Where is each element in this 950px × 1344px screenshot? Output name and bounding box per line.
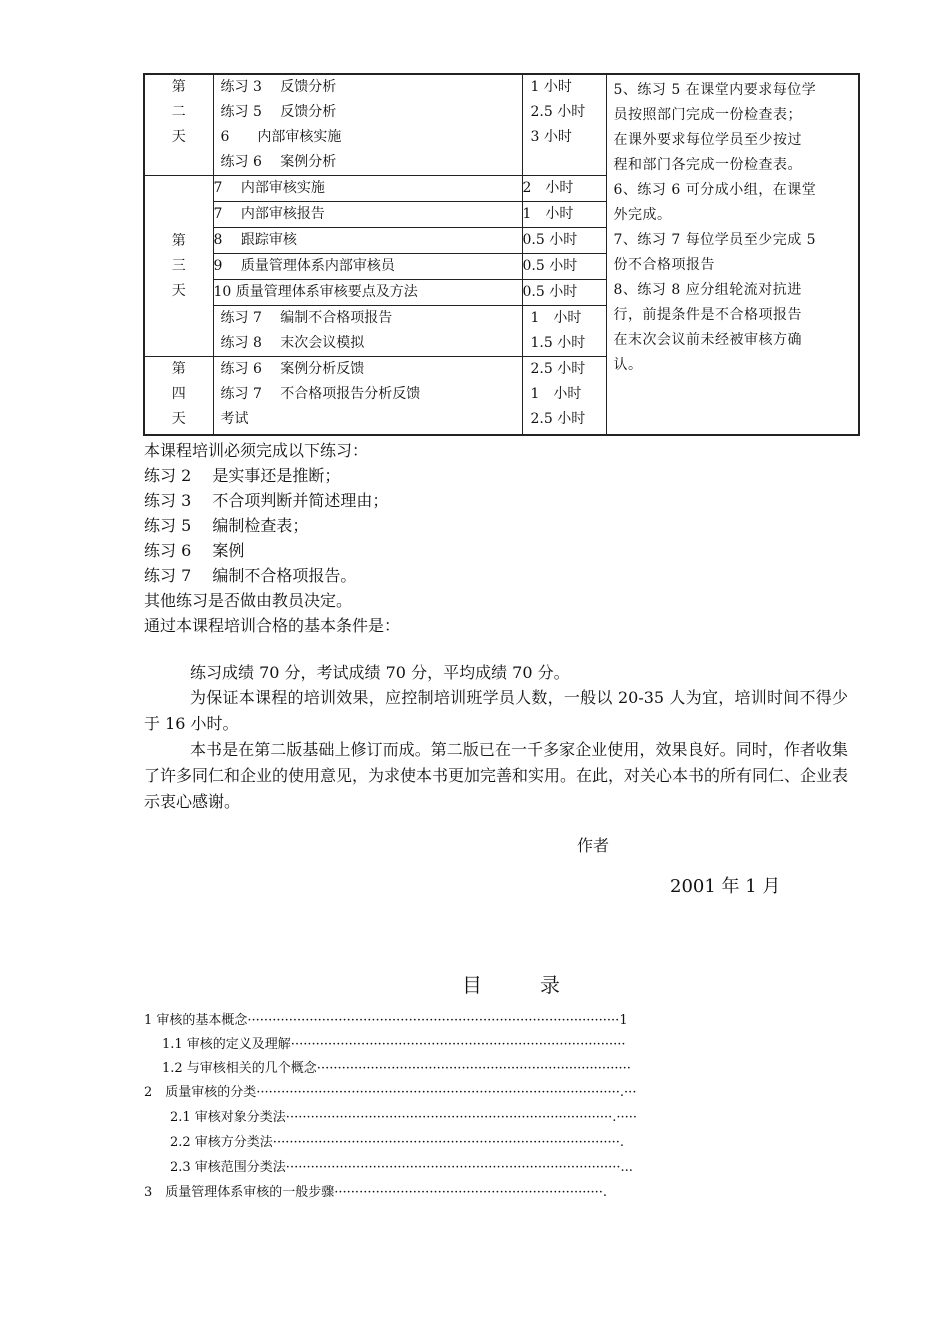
day-2-hours: 1 小时 2.5 小时 3 小时 bbox=[522, 74, 606, 176]
day-4-label: 第 四 天 bbox=[144, 357, 213, 435]
day-4-hours: 2.5 小时 1 小时 2.5 小时 bbox=[522, 357, 606, 435]
day-3-hours: 2 小时 bbox=[522, 176, 606, 202]
toc-entry[interactable]: 2.3 审核范围分类法·················································································... bbox=[170, 1160, 633, 1175]
day-3-hours: 1 小时 bbox=[522, 202, 606, 228]
toc-entry[interactable]: 1.2 与审核相关的几个概念············································································ bbox=[162, 1061, 631, 1076]
day-3-item: 10 质量管理体系审核要点及方法 bbox=[213, 280, 522, 306]
toc-entry[interactable]: 2.1 审核对象分类法···············································································.····· bbox=[170, 1110, 638, 1125]
class-size-paragraph: 为保证本课程的培训效果，应控制培训班学员人数，一般以 20-35 人为宜，培训时间不得少于 16 小时。 bbox=[144, 688, 848, 733]
day-3-hours: 0.5 小时 bbox=[522, 228, 606, 254]
schedule-notes: 5、练习 5 在课堂内要求每位学 员按照部门完成一份检查表； 在课外要求每位学员至少按过 程和部门各完成一份检查表。 6、练习 6 可分成小组，在课堂 外完成。 7、练习 7 每位学员至少完成 5 份不合格项报告 8、练习 8 应分组轮流对抗进 行，前提条件是不合格项报告 在末次会议前未经被审核方确 认。 bbox=[606, 74, 859, 435]
other-exercises-note: 其他练习是否做由教员决定。 bbox=[144, 591, 353, 610]
day-3-label: 第 三 天 bbox=[144, 176, 213, 357]
book-revision-paragraph: 本书是在第二版基础上修订而成。第二版已在一千多家企业使用，效果良好。同时，作者收集了许多同仁和企业的使用意见，为求使本书更加完善和实用。在此，对关心本书的所有同仁、企业表示衷心感谢。 bbox=[144, 740, 849, 811]
exercise-line: 练习 5 编制检查表； bbox=[144, 516, 309, 535]
toc-entry[interactable]: 2.2 审核方分类法····················································································. bbox=[170, 1135, 625, 1150]
exercise-line: 练习 7 编制不合格项报告。 bbox=[144, 566, 357, 585]
day-3-exercises: 练习 7 编制不合格项报告 练习 8 末次会议模拟 bbox=[213, 306, 522, 357]
exercise-line: 练习 2 是实事还是推断； bbox=[144, 466, 341, 485]
pass-scores: 练习成绩 70 分，考试成绩 70 分，平均成绩 70 分。 bbox=[190, 663, 570, 682]
exercise-line: 练习 6 案例 bbox=[144, 541, 245, 560]
day-3-item: 9 质量管理体系内部审核员 bbox=[213, 254, 522, 280]
toc-entry[interactable]: 3 质量管理体系审核的一般步骤·································································. bbox=[144, 1185, 608, 1200]
pass-conditions-intro: 通过本课程培训合格的基本条件是： bbox=[144, 616, 401, 635]
toc-entry[interactable]: 1.1 审核的定义及理解················································································· bbox=[162, 1037, 626, 1052]
day-3-item: 8 跟踪审核 bbox=[213, 228, 522, 254]
toc-entry[interactable]: 1 审核的基本概念··························································································1 bbox=[144, 1013, 628, 1028]
exercise-line: 练习 3 不合项判断并简述理由； bbox=[144, 491, 389, 510]
day-3-item: 7 内部审核实施 bbox=[213, 176, 522, 202]
day-3-exercise-hours: 1 小时 1.5 小时 bbox=[522, 306, 606, 357]
day-3-hours: 0.5 小时 bbox=[522, 254, 606, 280]
day-2-label: 第 二 天 bbox=[144, 74, 213, 176]
day-3-hours: 0.5 小时 bbox=[522, 280, 606, 306]
signature-date: 2001 年 1 月 bbox=[670, 876, 781, 897]
required-exercises-intro: 本课程培训必须完成以下练习： bbox=[144, 441, 369, 460]
author-signature: 作者 bbox=[577, 836, 610, 855]
day-4-items: 练习 6 案例分析反馈 练习 7 不合格项报告分析反馈 考试 bbox=[213, 357, 522, 435]
toc-title: 目录 bbox=[462, 973, 618, 997]
training-schedule-table bbox=[143, 73, 860, 436]
day-3-item: 7 内部审核报告 bbox=[213, 202, 522, 228]
day-2-items: 练习 3 反馈分析 练习 5 反馈分析 6 内部审核实施 练习 6 案例分析 bbox=[213, 74, 522, 176]
toc-entry[interactable]: 2 质量审核的分类························································································.··· bbox=[144, 1085, 637, 1100]
